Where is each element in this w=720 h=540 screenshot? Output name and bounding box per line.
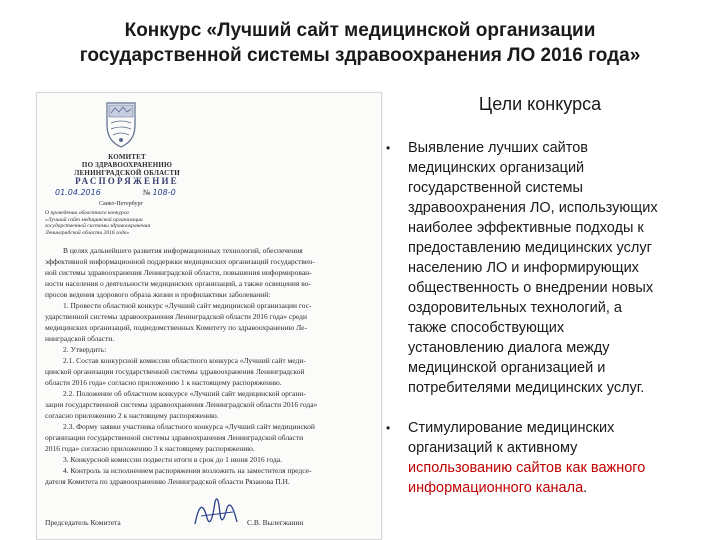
body-line: 2. Утвердить:: [63, 345, 107, 354]
coat-of-arms-icon: [101, 99, 141, 149]
order-date: 01.04.2016: [55, 188, 101, 197]
goal-line-highlighted: использованию сайтов как важного: [408, 460, 646, 476]
body-line: медицинских организаций, подведомственных Комитету по здравоохранению Ле-: [45, 323, 307, 332]
body-line: 4. Контроль за исполнением распоряжения возложить на заместителя предсе-: [63, 466, 312, 475]
body-line: зации государственной системы здравоохранения Ленинградской области 2016 года»: [45, 400, 318, 409]
goal-line: также способствующих: [408, 320, 565, 336]
goal-line: установлению диалога между: [408, 340, 610, 356]
goal-item: [382, 138, 712, 398]
body-line: 2016 года» согласно приложению 3 к настоящему распоряжению.: [45, 444, 255, 453]
body-line: 2.1. Состав конкурсной комиссии областного конкурса «Лучший сайт меди-: [63, 356, 306, 365]
goal-line: Стимулирование медицинских: [408, 420, 615, 436]
subject-line: О проведении областного конкурса: [45, 210, 129, 216]
body-line: дателя Комитета по здравоохранению Ленинградской области Рязанова П.Н.: [45, 477, 290, 486]
goal-line: государственной системы: [408, 180, 583, 196]
body-line: В целях дальнейшего развития информационных технологий, обеспечения: [63, 246, 303, 255]
body-line: ности населения о деятельности медицинских организаций, а также освещения во-: [45, 279, 311, 288]
body-line: согласно приложению 2 к настоящему распоряжению.: [45, 411, 219, 420]
subject-line: «Лучший сайт медицинской организации: [45, 216, 143, 223]
org-line: ЛЕНИНГРАДСКОЙ ОБЛАСТИ: [74, 169, 180, 177]
body-line: области 2016 года» согласно приложению 1 к настоящему распоряжению.: [45, 378, 282, 387]
goal-line: медицинской организацией и: [408, 360, 606, 376]
handwritten-signature-icon: [187, 488, 247, 533]
order-number: 108-0: [152, 188, 176, 197]
goal-line: организаций к активному: [408, 440, 578, 456]
issuing-organization: [47, 153, 207, 177]
goal-line: общественность о внедрении новых: [408, 280, 654, 296]
body-line: ударственной системы здравоохранения Ленинградской области 2016 года» среди: [45, 312, 308, 321]
body-line: просов ведения здорового образа жизни и профилактики заболеваний:: [45, 290, 271, 299]
slide-title-line-1: Конкурс «Лучший сайт медицинской организации: [124, 20, 596, 41]
goal-line: потребителями медицинских услуг.: [408, 380, 645, 396]
subject-line: государственной системы здравоохранения: [45, 223, 151, 229]
subject-line: Ленинградской области 2016 года»: [45, 229, 130, 236]
goal-line: Выявление лучших сайтов: [408, 140, 588, 156]
goal-line-end: [408, 478, 712, 498]
goal-line-highlighted: информационного канала: [408, 480, 584, 496]
org-line: ПО ЗДРАВООХРАНЕНИЮ: [81, 161, 173, 169]
body-line: цинской организации государственной системы здравоохранения Ленинградской: [45, 367, 305, 376]
document-subject: [45, 210, 215, 236]
goal-period: .: [583, 480, 588, 496]
goal-line: оздоровительных технологий, а: [408, 300, 622, 316]
document-city: Санкт-Петербург: [99, 201, 143, 207]
body-line: нинградской области.: [45, 334, 115, 343]
body-line: ной системы здравоохранения Ленинградской области, повышения информирован-: [45, 268, 312, 277]
goal-line: населению ЛО и информирующих: [408, 260, 639, 276]
org-line: КОМИТЕТ: [108, 153, 146, 161]
bullet-icon: •: [386, 141, 391, 155]
body-line: 2.3. Форму заявки участника областного конкурса «Лучший сайт медицинской: [63, 422, 315, 431]
slide-title: [0, 18, 720, 68]
goals-list: [382, 138, 712, 518]
goal-line: наиболее эффективные подходы к: [408, 220, 644, 236]
body-line: эффективной информационной поддержки медицинских организаций государствен-: [45, 257, 315, 266]
order-number-label: №: [142, 188, 151, 197]
body-line: 3. Конкурсной комиссии подвести итоги в срок до 1 июня 2016 года.: [63, 455, 282, 464]
goal-line: здравоохранения ЛО, использующих: [408, 200, 658, 216]
order-document-scan: [36, 92, 382, 540]
goal-line: медицинских организаций: [408, 160, 585, 176]
slide-title-line-2: государственной системы здравоохранения ЛО 2016 года»: [79, 45, 641, 66]
signer-name: С.В. Вылегжанин: [247, 518, 304, 527]
signer-title: Председатель Комитета: [45, 518, 121, 527]
body-line: организации государственной системы здравоохранения Ленинградской области: [45, 433, 304, 442]
goal-item: [382, 418, 712, 498]
goal-line: предоставлению медицинских услуг: [408, 240, 652, 256]
document-type: РАСПОРЯЖЕНИЕ: [75, 176, 179, 186]
goals-heading: Цели конкурса: [478, 94, 602, 114]
body-line: 2.2. Положение об областном конкурсе «Лучший сайт медицинской органи-: [63, 389, 306, 398]
document-body: [45, 245, 375, 487]
order-date-number: [55, 188, 176, 197]
bullet-icon: •: [386, 421, 391, 435]
body-line: 1. Провести областной конкурс «Лучший сайт медицинской организации гос-: [63, 301, 312, 310]
